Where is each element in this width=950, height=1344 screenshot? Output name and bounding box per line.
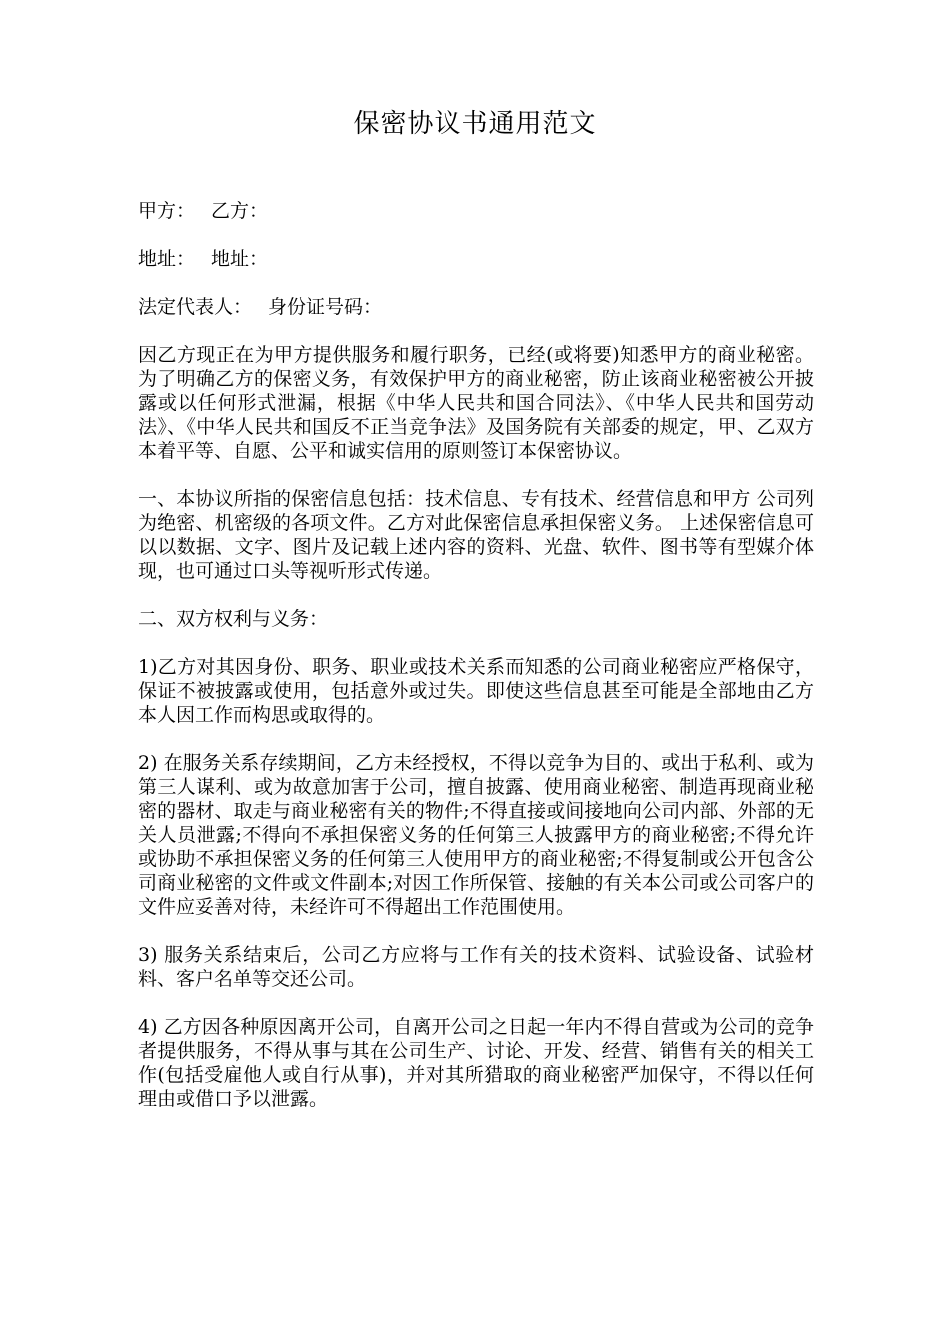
- clause-2-item-4: 4) 乙方因各种原因离开公司，自离开公司之日起一年内不得自营或为公司的竞争者提供服务，不得从事与其在公司生产、讨论、开发、经营、销售有关的相关工作(包括受雇他人或自行从事)，并对其所猎取的商业秘密严加保守，不得以任何理由或借口予以泄露。: [138, 1016, 814, 1110]
- clause-2-item-2: 2) 在服务关系存续期间，乙方未经授权，不得以竞争为目的、或出于私利、或为第三人谋利、或为故意加害于公司，擅自披露、使用商业秘密、制造再现商业秘密的器材、取走与商业秘密有关的物件;不得直接或间接地向公司内部、外部的无关人员泄露;不得向不承担保密义务的任何第三人披露甲方的商业秘密;不得允许或协助不承担保密义务的任何第三人使用甲方的商业秘密;不得复制或公开包含公司商业秘密的文件或文件副本;对因工作所保管、接触的有关本公司或公司客户的文件应妥善对待，未经许可不得超出工作范围使用。: [138, 752, 814, 918]
- party-b-address-label: 地址：: [211, 248, 269, 270]
- preamble-paragraph: 因乙方现正在为甲方提供服务和履行职务，已经(或将要)知悉甲方的商业秘密。为了明确乙方的保密义务，有效保护甲方的商业秘密，防止该商业秘密被公开披露或以任何形式泄漏，根据《中华人民共和国合同法》、《中华人民共和国劳动法》、《中华人民共和国反不正当竞争法》及国务院有关部委的规定，甲、乙双方本着平等、自愿、公平和诚实信用的原则签订本保密协议。: [138, 344, 814, 462]
- clause-2-item-1: 1)乙方对其因身份、职务、职业或技术关系而知悉的公司商业秘密应严格保守，保证不被披露或使用，包括意外或过失。即使这些信息甚至可能是全部地由乙方本人因工作而构思或取得的。: [138, 656, 814, 726]
- representative-line: [138, 295, 814, 319]
- document-body: [138, 199, 814, 1135]
- id-number-label: 身份证号码：: [268, 296, 383, 318]
- clause-1-paragraph: 一、本协议所指的保密信息包括：技术信息、专有技术、经营信息和甲方 公司列为绝密、机密级的各项文件。乙方对此保密信息承担保密义务。 上述保密信息可以以数据、文字、图片及记载上述内容的资料、光盘、软件、图书等有型媒介体现，也可通过口头等视听形式传递。: [138, 488, 814, 582]
- party-line: [138, 199, 814, 223]
- address-line: [138, 247, 814, 271]
- party-a-label: 甲方：: [138, 200, 196, 222]
- clause-2-heading: 二、双方权利与义务：: [138, 608, 329, 630]
- clause-2-item-3: 3) 服务关系结束后，公司乙方应将与工作有关的技术资料、试验设备、试验材料、客户名单等交还公司。: [138, 944, 814, 990]
- legal-representative-label: 法定代表人：: [138, 296, 253, 318]
- party-a-address-label: 地址：: [138, 248, 196, 270]
- party-b-label: 乙方：: [211, 200, 269, 222]
- document-title: 保密协议书通用范文: [353, 109, 597, 139]
